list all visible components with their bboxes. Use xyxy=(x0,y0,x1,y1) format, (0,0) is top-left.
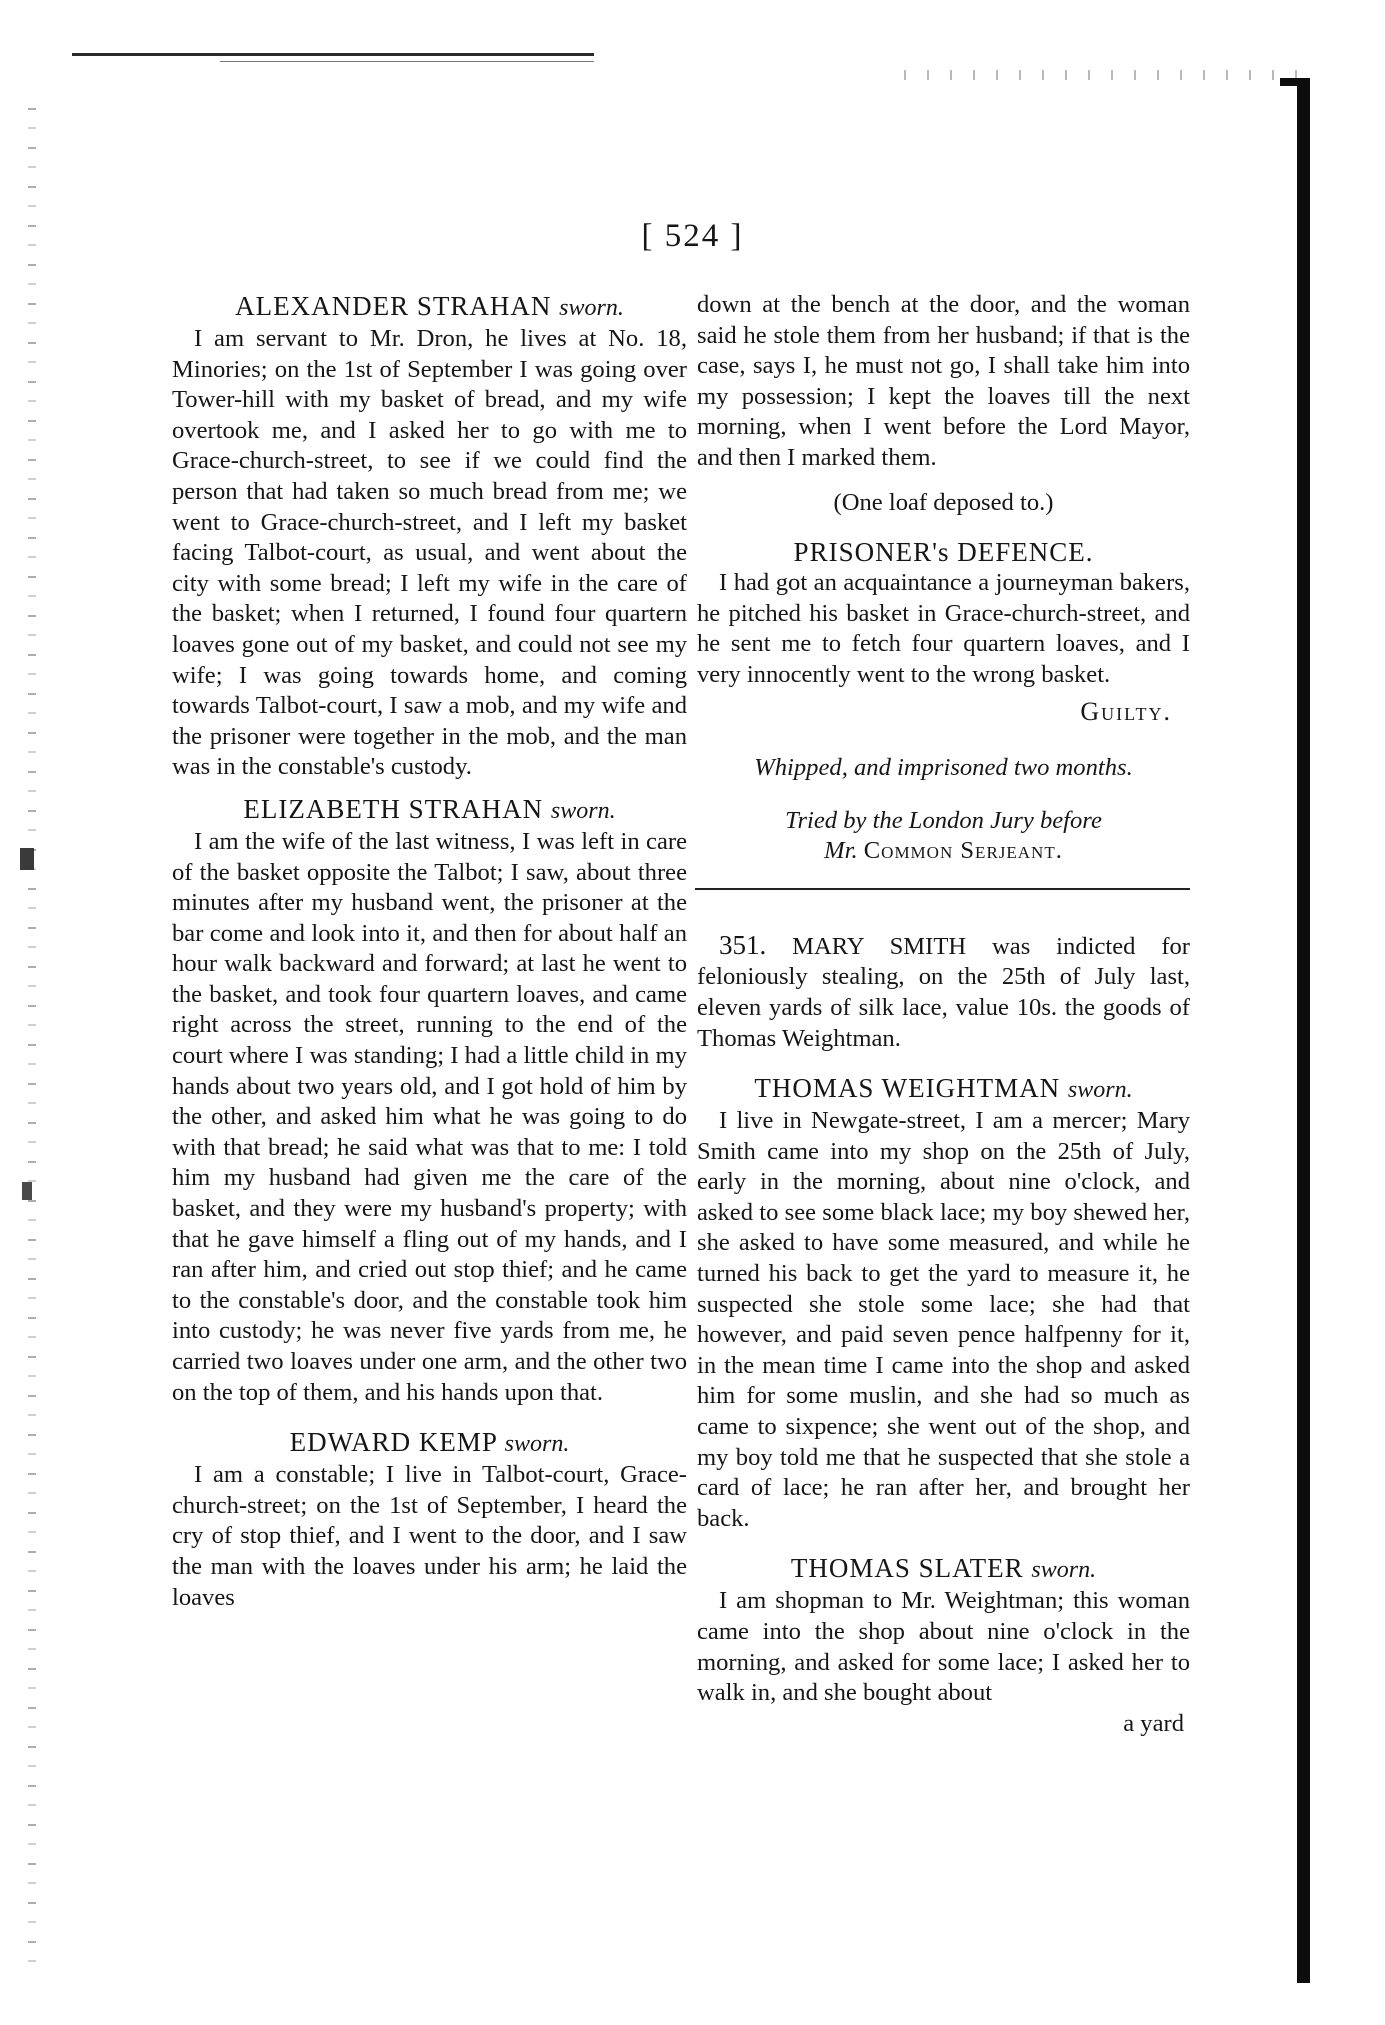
page-number: [ 524 ] xyxy=(641,218,744,254)
witness-name: ELIZABETH STRAHAN xyxy=(243,793,544,824)
sworn-label: sworn. xyxy=(1067,1077,1133,1104)
scan-blot xyxy=(22,1182,32,1200)
sworn-label: sworn. xyxy=(559,295,624,321)
sworn-label: sworn. xyxy=(550,797,616,824)
indictment-paragraph xyxy=(697,930,1190,1054)
scan-speckle-left xyxy=(28,90,36,1970)
testimony-paragraph: I am the wife of the last witness, I was left in care of the basket opposite the Talbot; I saw, about three minutes after my husband went, the prisoner at the bar come and look into it, and then for about half an hour walk backward and forward; at last he went to the basket, and took four quartern loaves, and came right across the street, running to the end of the court where I was standing; I had a little child in my hands about two years old, and I got hold of him by the other, and asked him what he was going to do with that bread; he said what was that to me: I told him my husband had given me the care of the basket, and they were my husband's property; with that he gave himself a fling out of my hands, and I ran after him, and cried out stop thief; and he came to the constable's door, and the constable took him into custody; he was never five yards from me, he carried two loaves under one arm, and the other two on the top of them, and his hands upon that. xyxy=(172,827,687,1406)
scan-top-rule-thin xyxy=(220,61,594,62)
testimony-paragraph: I am a constable; I live in Talbot-court, Grace-church-street; on the 1st of September, I heard the cry of stop thief, and I went to the door, and I saw the man with the loaves under his arm; he laid the loaves xyxy=(172,1461,687,1611)
witness-heading xyxy=(172,793,687,827)
witness-name: THOMAS WEIGHTMAN xyxy=(754,1073,1061,1104)
scan-speckle-top xyxy=(895,70,1300,80)
catchword: a yard xyxy=(1123,1709,1184,1737)
indictment-text: MARY SMITH was indicted for feloniously stealing, on the 25th of July last, eleven yards of silk lace, value 10s. the goods of Thomas Weightman. xyxy=(697,932,1190,1052)
case-number: 351. xyxy=(719,929,767,960)
left-column xyxy=(172,290,687,1613)
witness-heading xyxy=(697,1552,1190,1586)
testimony-paragraph: I am servant to Mr. Dron, he lives at No. 18, Minories; on the 1st of September I was going over Tower-hill with my basket of bread, and my wife overtook me, and I asked her to go with me to Grace-church-street, to see if we could find the person that had taken so much bread from me; we went to Grace-church-street, and I left my basket facing Talbot-court, as usual, and went about the city with some bread; I left my wife in the care of the basket; when I returned, I found four quartern loaves gone out of my basket, and could not see my wife; I was going towards home, and coming towards Talbot-court, I saw a mob, and my wife and the prisoner were together in the mob, and the man was in the constable's custody. xyxy=(172,325,687,781)
defence-heading: PRISONER's DEFENCE. xyxy=(793,537,1094,568)
sentence: Whipped, and imprisoned two months. xyxy=(754,754,1133,782)
testimony-paragraph: I am shopman to Mr. Weightman; this woman came into the shop about nine o'clock in the morning, and asked for some lace; I asked her to walk in, and she bought about xyxy=(697,1587,1190,1707)
witness-heading xyxy=(697,1072,1190,1106)
testimony-continuation: down at the bench at the door, and the woman said he stole them from her husband; if that is the case, says I, he must not go, I shall take him into my possession; I kept the loaves till the next morning, when I went before the Lord Mayor, and then I marked them. xyxy=(697,291,1190,471)
scan-edge-bar xyxy=(1297,78,1310,1983)
scan-top-rule xyxy=(72,53,594,56)
verdict: Guilty. xyxy=(1080,696,1172,726)
trial-note-line xyxy=(697,836,1190,866)
sworn-label: sworn. xyxy=(1031,1557,1097,1584)
trial-note-line: Tried by the London Jury before xyxy=(785,806,1102,834)
witness-name: ALEXANDER STRAHAN xyxy=(235,291,552,321)
defence-paragraph: I had got an acquaintance a journeyman bakers, he pitched his basket in Grace-church-street, and he sent me to fetch four quartern loaves, and I very innocently went to the wrong basket. xyxy=(697,569,1190,688)
right-column xyxy=(697,290,1190,1739)
witness-heading xyxy=(172,290,687,324)
witness-name: EDWARD KEMP xyxy=(289,1427,497,1458)
testimony-paragraph: I live in Newgate-street, I am a mercer; Mary Smith came into my shop on the 25th of July, early in the morning, about nine o'clock, and asked to see some black lace; my boy shewed her, she asked to have some measured, and while he turned his back to get the yard to measure it, he suspected she stole some lace; she had that however, and paid seven pence halfpenny for it, in the mean time I came into the shop and asked him for some muslin, and she had so much as came to sixpence; she went out of the shop, and my boy told me that he suspected that she stole a card of lace; he ran after her, and brought her back. xyxy=(697,1107,1190,1532)
exhibit-note: (One loaf deposed to.) xyxy=(833,488,1054,516)
trial-note-title: Mr. xyxy=(824,836,858,864)
scan-blot xyxy=(20,848,34,870)
trial-note-judge: Common Serjeant. xyxy=(863,836,1063,864)
sworn-label: sworn. xyxy=(504,1431,570,1458)
witness-heading xyxy=(172,1426,687,1460)
section-divider xyxy=(695,888,1190,890)
witness-name: THOMAS SLATER xyxy=(790,1553,1024,1584)
trial-note xyxy=(697,806,1190,866)
